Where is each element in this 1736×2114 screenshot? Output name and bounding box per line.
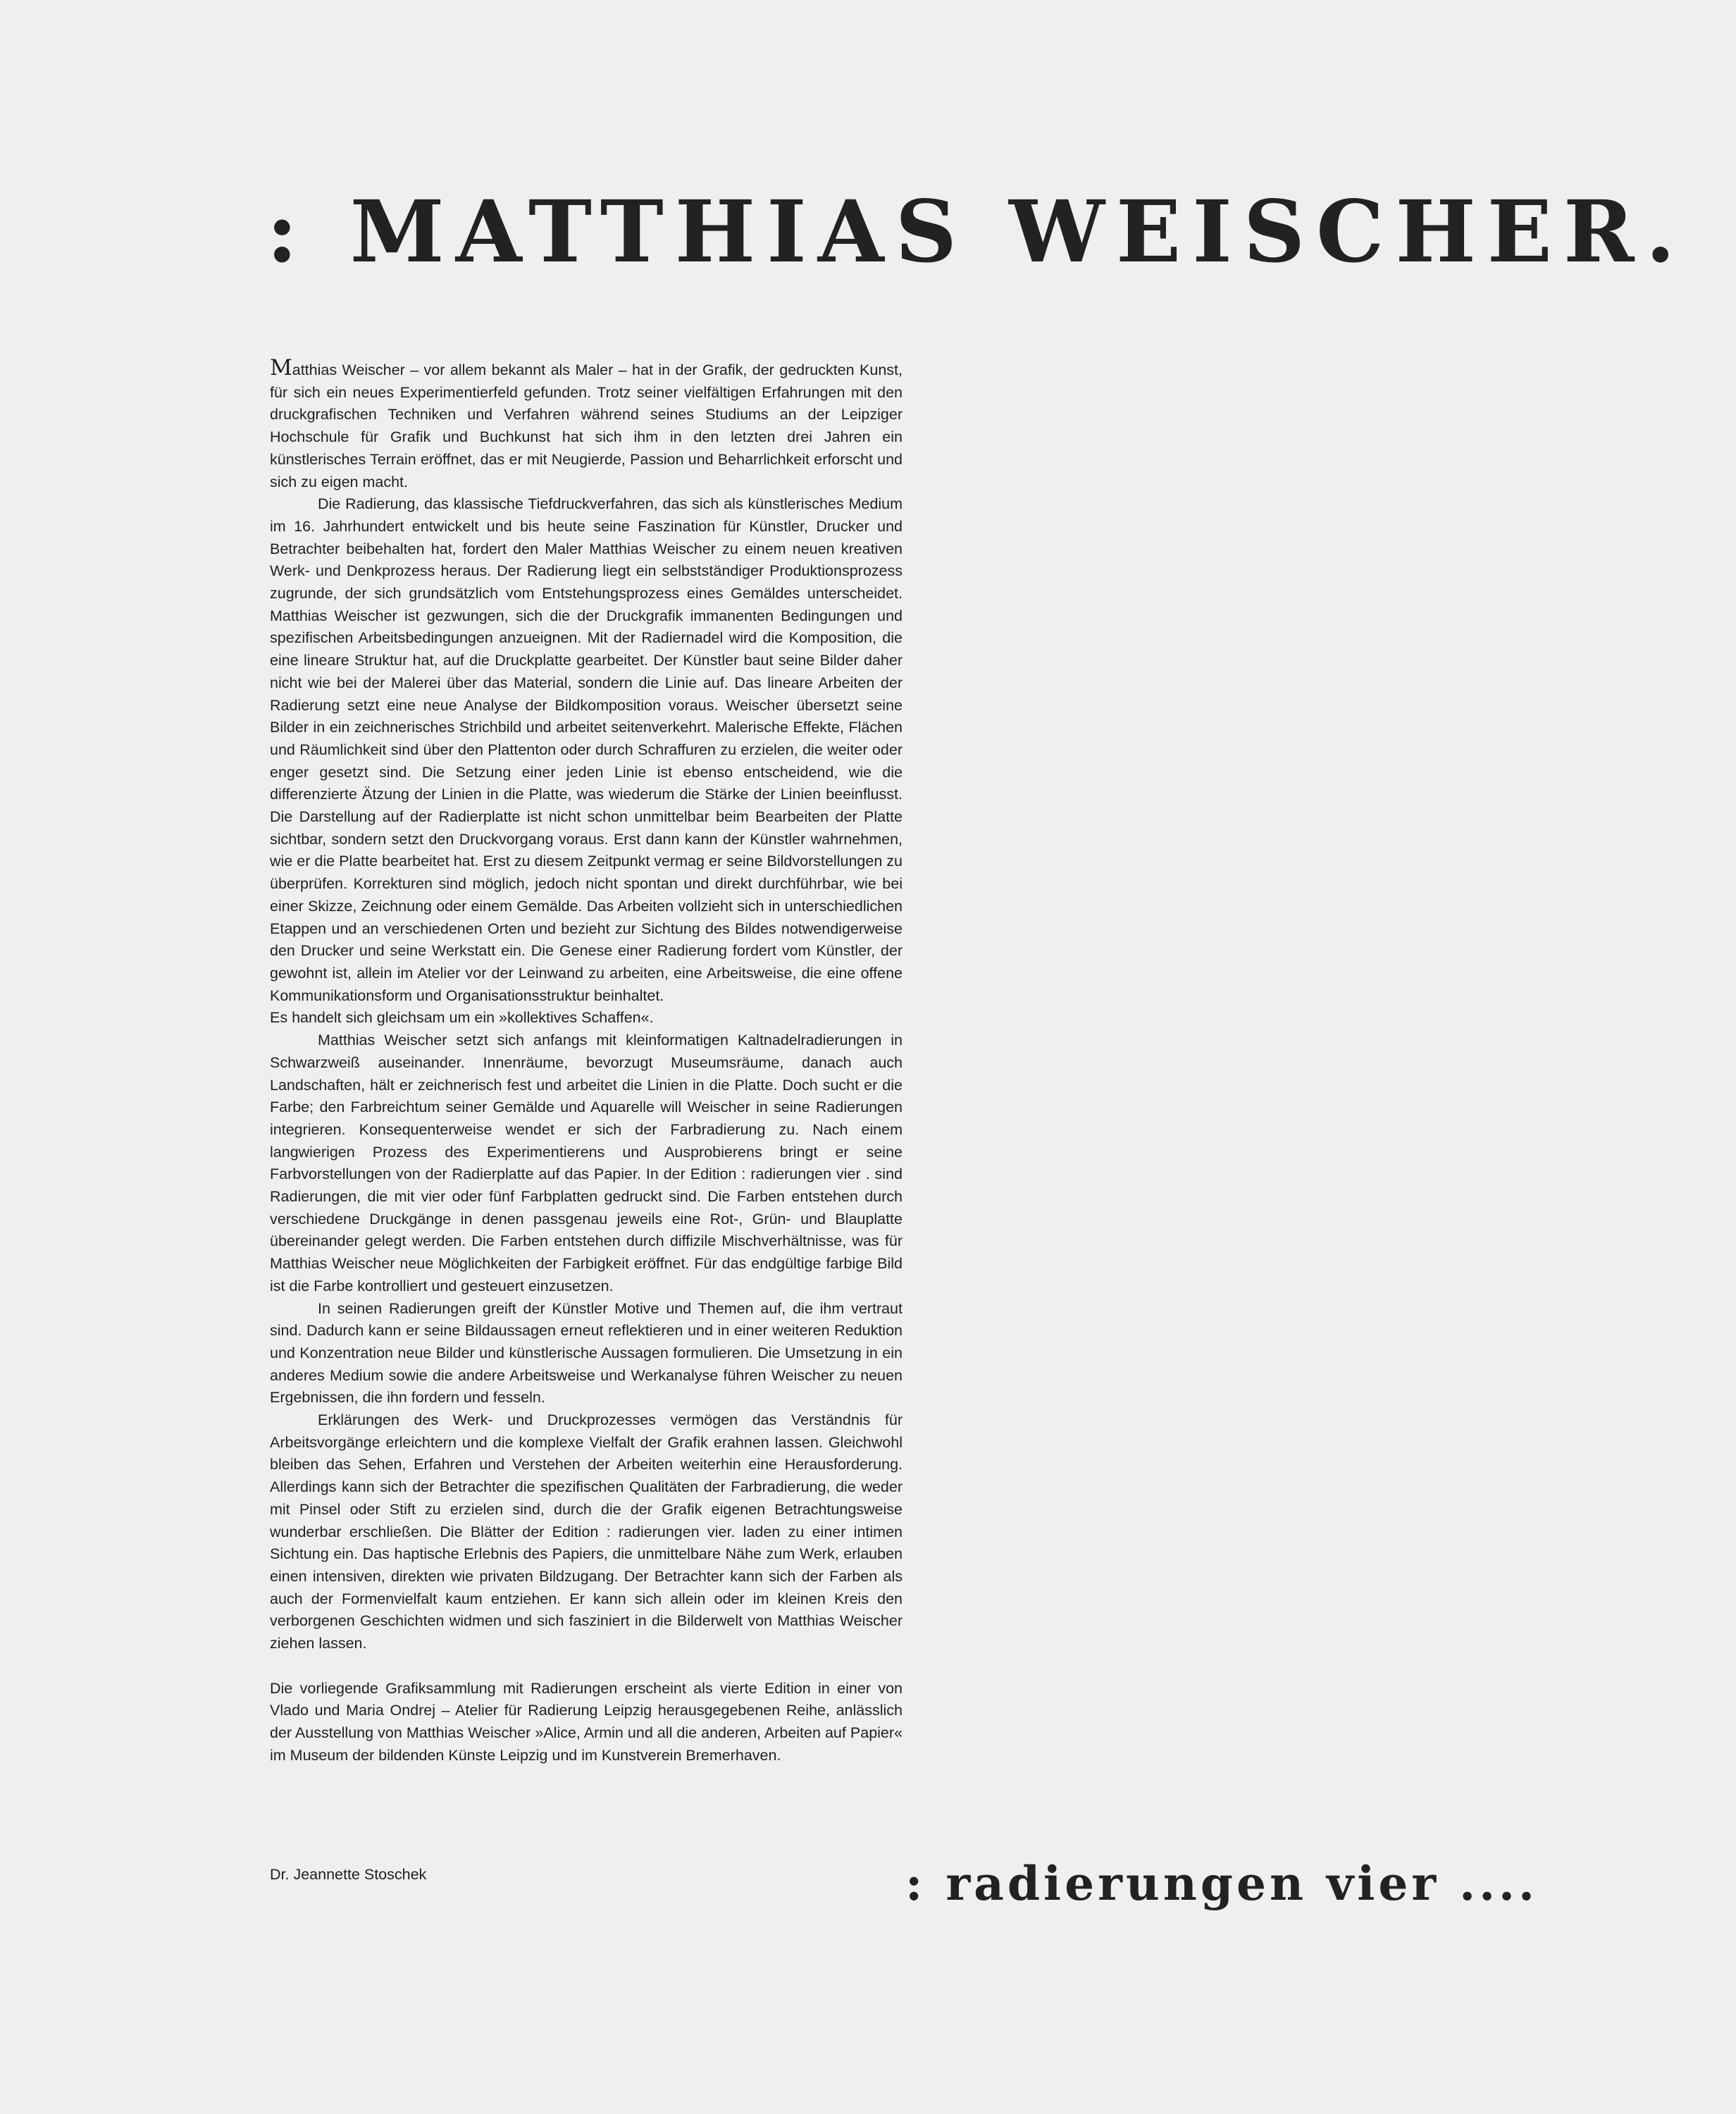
drop-cap: M <box>270 355 292 381</box>
paragraph-3: Es handelt sich gleichsam um ein »kollektives Schaffen«. <box>270 1009 654 1027</box>
publication-note: Die vorliegende Grafiksammlung mit Radierungen erscheint als vierte Edition in einer von Vlado und Maria Ondrej – Atelier für Radierung Leipzig herausgegebenen Reihe, anlässlich der Ausstellung von Matthias Weischer »Alice, Armin und all die anderen, Arbeiten auf Papier« im Museum der bildenden Künste Leipzig und im Kunstverein Bremerhaven. <box>270 1679 903 1764</box>
article-body <box>270 357 903 1767</box>
author-signature: Dr. Jeannette Stoschek <box>270 1866 427 1883</box>
page-title: : MATTHIAS WEISCHER. <box>266 181 1687 282</box>
paragraph-1-text: atthias Weischer – vor allem bekannt als Maler – hat in der Grafik, der gedruckten Kunst, für sich ein neues Experimentierfeld gefunden. Trotz seiner vielfältigen Erfahrungen mit den druckgrafischen Techniken und Verfahren während seines Studiums an der Leipziger Hochschule für Grafik und Buchkunst hat sich ihm in den letzten drei Jahren ein künstlerisches Terrain eröffnet, das er mit Neugierde, Passion und Beharrlichkeit erforscht und sich zu eigen macht. <box>270 361 903 490</box>
paragraph-2: Die Radierung, das klassische Tiefdruckverfahren, das sich als künstlerisches Medium im 16. Jahrhundert entwickelt und bis heute seine Faszination für Künstler, Drucker und Betrachter beibehalten hat, fordert den Maler Matthias Weischer zu einem neuen kreativen Werk- und Denkprozess heraus. Der Radierung liegt ein selbstständiger Produktionsprozess zugrunde, der sich grundsätzlich vom Entstehungsprozess eines Gemäldes unterscheidet. Matthias Weischer ist gezwungen, sich die der Druckgrafik immanenten Bedingungen und spezifischen Arbeitsbedingungen anzueignen. Mit der Radiernadel wird die Komposition, die eine lineare Struktur hat, auf die Druckplatte gearbeitet. Der Künstler baut seine Bilder daher nicht wie bei der Malerei über das Material, sondern die Linie auf. Das lineare Arbeiten der Radierung setzt eine neue Analyse der Bildkomposition voraus. Weischer übersetzt seine Bilder in ein zeichnerisches Strichbild und arbeitet seitenverkehrt. Malerische Effekte, Flächen und Räumlichkeit sind über den Plattenton oder durch Schraffuren zu erzielen, die weiter oder enger gesetzt sind. Die Setzung einer jeden Linie ist ebenso entscheidend, wie die differenzierte Ätzung der Linien in die Platte, was wiederum die Stärke der Linien beeinflusst. Die Darstellung auf der Radierplatte ist nicht schon unmittelbar beim Bearbeiten der Platte sichtbar, sondern setzt den Druckvorgang voraus. Erst dann kann der Künstler wahrnehmen, wie er die Platte bearbeitet hat. Erst zu diesem Zeitpunkt vermag er seine Bildvorstellungen zu überprüfen. Korrekturen sind möglich, jedoch nicht spontan und direkt durchführbar, wie bei einer Skizze, Zeichnung oder einem Gemälde. Das Arbeiten vollzieht sich in unterschiedlichen Etappen und an verschiedenen Orten und bezieht zur Sichtung des Bildes notwendigerweise den Drucker und seine Werkstatt ein. Die Genese einer Radierung fordert vom Künstler, der gewohnt ist, allein im Atelier vor der Leinwand zu arbeiten, eine Arbeitsweise, die eine offene Kommunikationsform und Organisationsstruktur beinhaltet. <box>270 495 903 1004</box>
paragraph-1 <box>270 357 903 493</box>
paragraph-5: In seinen Radierungen greift der Künstler Motive und Themen auf, die ihm vertraut sind. Dadurch kann er seine Bildaussagen erneut reflektieren und in einer weiteren Reduktion und Konzentration neue Bilder und künstlerische Aussagen formulieren. Die Umsetzung in ein anderes Medium sowie die andere Arbeitsweise und Werkanalyse führen Weischer zu neuen Ergebnissen, die ihn fordern und fesseln. <box>270 1299 903 1407</box>
edition-title: : radierungen vier .... <box>905 1856 1539 1911</box>
paragraph-6: Erklärungen des Werk- und Druckprozesses vermögen das Verständnis für Arbeitsvorgänge erleichtern und die komplexe Vielfalt der Grafik erahnen lassen. Gleichwohl bleiben das Sehen, Erfahren und Verstehen der Arbeiten weiterhin eine Herausforderung. Allerdings kann sich der Betrachter die spezifischen Qualitäten der Farbradierung, die weder mit Pinsel oder Stift zu erzielen sind, durch die der Grafik eigenen Betrachtungsweise wunderbar erschließen. Die Blätter der Edition : radierungen vier. laden zu einer intimen Sichtung ein. Das haptische Erlebnis des Papiers, die unmittelbare Nähe zum Werk, erlauben einen intensiven, direkten wie privaten Bildzugang. Der Betrachter kann sich der Farben als auch der Formenvielfalt kaum entziehen. Er kann sich allein oder im kleinen Kreis den verborgenen Geschichten widmen und sich fasziniert in die Bilderwelt von Matthias Weischer ziehen lassen. <box>270 1411 903 1652</box>
paragraph-4: Matthias Weischer setzt sich anfangs mit kleinformatigen Kaltnadelradierungen in Schwarzweiß auseinander. Innenräume, bevorzugt Museumsräume, danach auch Landschaften, hält er zeichnerisch fest und arbeitet die Linien in die Platte. Doch sucht er die Farbe; den Farbreichtum seiner Gemälde und Aquarelle will Weischer in seine Radierungen integrieren. Konsequenterweise wendet er sich der Farbradierung zu. Nach einem langwierigen Prozess des Experimentierens und Ausprobierens bringt er seine Farbvorstellungen von der Radierplatte auf das Papier. In der Edition : radierungen vier . sind Radierungen, die mit vier oder fünf Farbplatten gedruckt sind. Die Farben entstehen durch verschiedene Druckgänge in denen passgenau jeweils eine Rot-, Grün- und Blauplatte übereinander gelegt werden. Die Farben entstehen durch diffizile Mischverhältnisse, was für Matthias Weischer neue Möglichkeiten der Farbigkeit eröffnet. Für das endgültige farbige Bild ist die Farbe kontrolliert und gesteuert einzusetzen. <box>270 1032 903 1294</box>
